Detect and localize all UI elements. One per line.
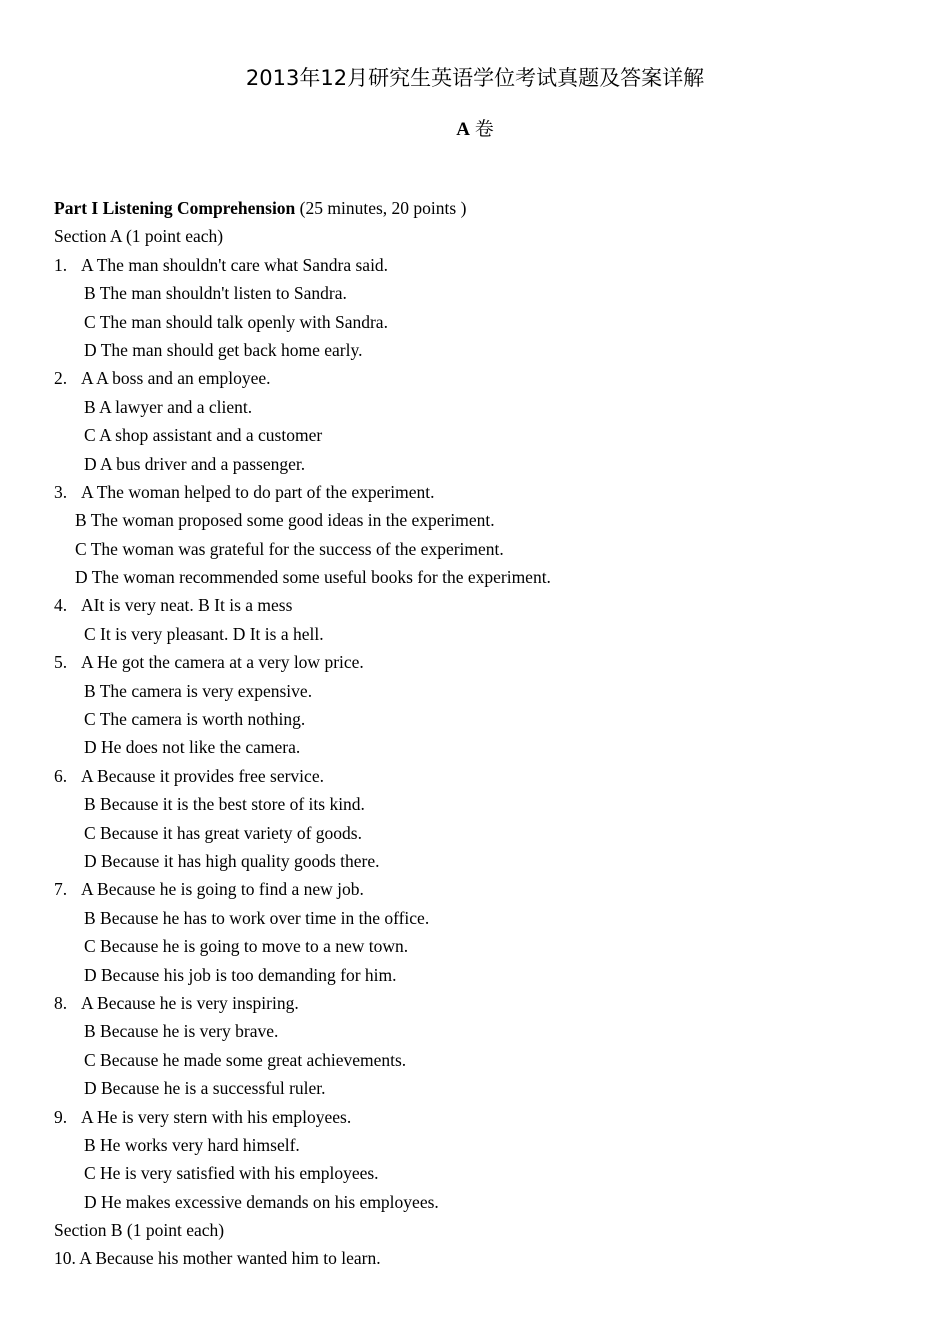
document-subtitle [0, 117, 950, 143]
subtitle-suffix: 卷 [474, 119, 494, 140]
question-1 [54, 251, 914, 279]
question-option: A Because it provides free service. [81, 765, 324, 786]
question-option: D The woman recommended some useful books for the experiment. [75, 567, 551, 588]
question-option: A The woman helped to do part of the experiment. [81, 481, 435, 502]
question-option: D Because it has high quality goods there. [84, 850, 380, 871]
question-option: A He got the camera at a very low price. [81, 652, 364, 673]
question-option: D He does not like the camera. [84, 737, 301, 758]
section-b-label: Section B (1 point each) [54, 1220, 225, 1241]
question-number: 6. [54, 765, 68, 786]
question-option: C The camera is worth nothing. [84, 709, 306, 730]
document-title: 2013年12月研究生英语学位考试真题及答案详解 [245, 66, 705, 90]
question-option: C It is very pleasant. D It is a hell. [84, 623, 324, 644]
question-option: D Because he is a successful ruler. [84, 1078, 326, 1099]
question-option: AIt is very neat. B It is a mess [81, 595, 293, 616]
section-a-label: Section A (1 point each) [54, 226, 224, 247]
question-option: A A boss and an employee. [81, 368, 271, 389]
part-heading [54, 194, 914, 222]
question-option: A He is very stern with his employees. [81, 1106, 352, 1127]
question-option: B Because he has to work over time in the office. [84, 907, 430, 928]
question-number: 2. [54, 368, 68, 389]
question-option: B The woman proposed some good ideas in the experiment. [75, 510, 495, 531]
question-option: C The man should talk openly with Sandra. [84, 311, 388, 332]
document-body [54, 194, 914, 1273]
question-option: B The man shouldn't listen to Sandra. [84, 283, 347, 304]
question-10: 10. A Because his mother wanted him to learn. [54, 1248, 381, 1269]
question-option: D Because his job is too demanding for him. [84, 964, 397, 985]
question-5 [54, 648, 914, 676]
question-8 [54, 989, 914, 1017]
question-number: 1. [54, 254, 68, 275]
question-4 [54, 591, 914, 619]
question-7 [54, 875, 914, 903]
question-6 [54, 762, 914, 790]
question-option: C The woman was grateful for the success of the experiment. [75, 538, 504, 559]
question-2 [54, 364, 914, 392]
question-number: 5. [54, 652, 68, 673]
question-option: A Because he is going to find a new job. [81, 879, 364, 900]
question-number: 3. [54, 481, 68, 502]
question-option: C Because he made some great achievements. [84, 1049, 407, 1070]
question-number: 7. [54, 879, 68, 900]
question-option: D A bus driver and a passenger. [84, 453, 306, 474]
question-option: A The man shouldn't care what Sandra said. [81, 254, 389, 275]
subtitle-letter: A [456, 119, 470, 140]
question-option: D He makes excessive demands on his employees. [84, 1191, 439, 1212]
question-option: B He works very hard himself. [84, 1134, 300, 1155]
question-option: C A shop assistant and a customer [84, 425, 323, 446]
question-number: 9. [54, 1106, 68, 1127]
question-option: B The camera is very expensive. [84, 680, 313, 701]
question-number: 4. [54, 595, 68, 616]
question-option: B Because it is the best store of its kind. [84, 794, 365, 815]
question-option: C He is very satisfied with his employees. [84, 1163, 379, 1184]
question-option: B A lawyer and a client. [84, 396, 253, 417]
part-heading-title: Part I Listening Comprehension [54, 198, 296, 218]
question-option: B Because he is very brave. [84, 1021, 279, 1042]
question-9 [54, 1103, 914, 1131]
question-3 [54, 478, 914, 506]
question-option: D The man should get back home early. [84, 339, 363, 360]
question-option: A Because he is very inspiring. [81, 992, 299, 1013]
question-number: 8. [54, 992, 68, 1013]
question-option: C Because he is going to move to a new town. [84, 936, 409, 957]
part-heading-note: (25 minutes, 20 points ) [295, 198, 467, 218]
question-option: C Because it has great variety of goods. [84, 822, 362, 843]
